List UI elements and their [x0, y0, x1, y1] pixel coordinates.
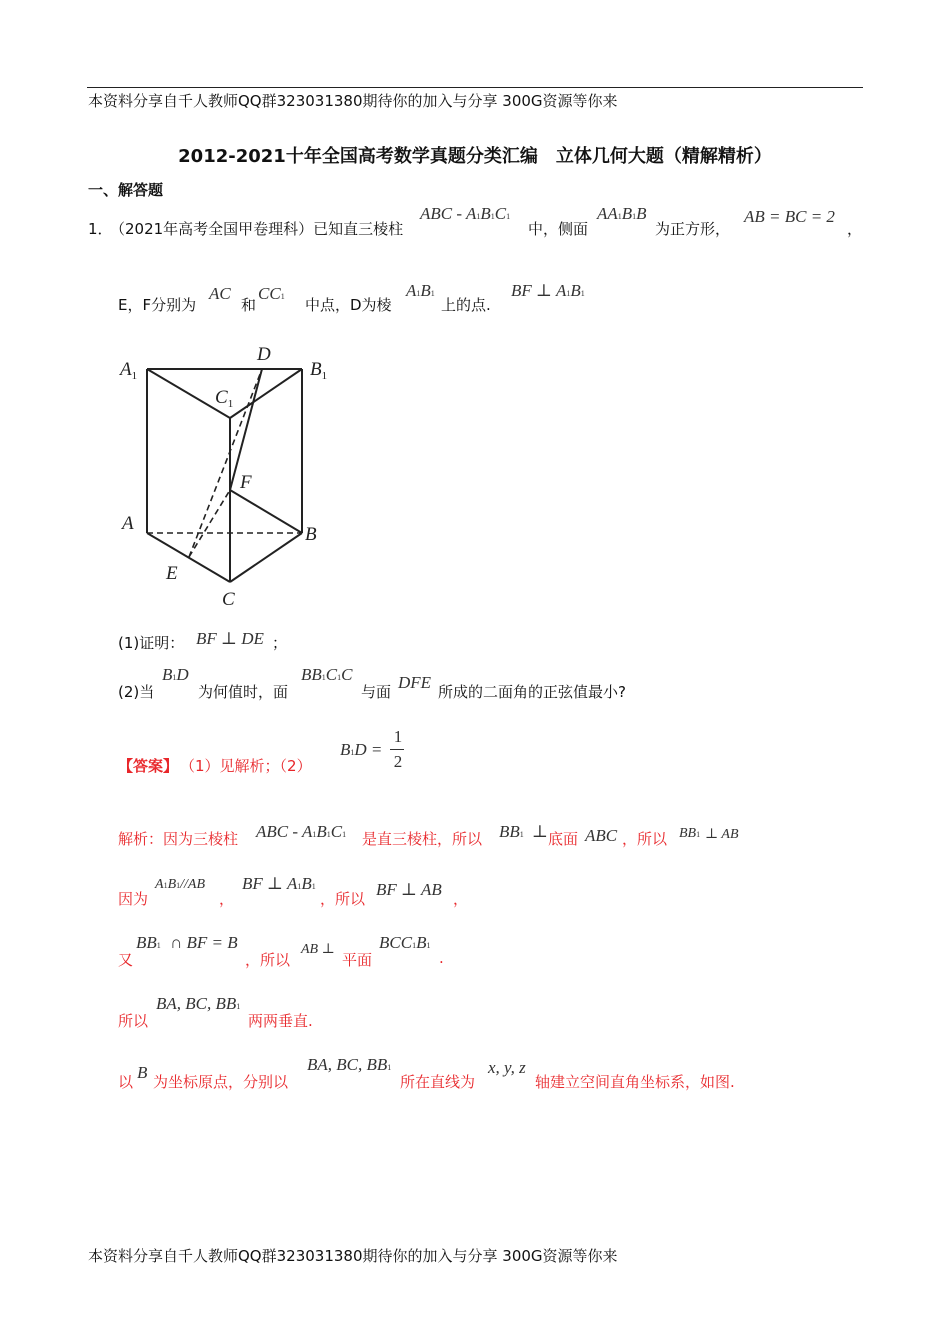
text-fragment: 中点，D为棱: [305, 296, 392, 314]
text-fragment: ，: [847, 220, 863, 238]
segment-cc1: CC1: [258, 284, 285, 303]
text-fragment: ；: [272, 634, 288, 652]
fraction-denominator: 2: [393, 752, 403, 771]
segment-a1b1: A1B1: [406, 281, 435, 300]
plane-dfe: DFE: [398, 673, 432, 692]
page-footer: 本资料分享自千人教师QQ群323031380期待你的加入与分享 300G资源等你来: [88, 1247, 618, 1265]
label-a: A: [122, 513, 134, 534]
segment-bb1: BB1: [499, 822, 524, 841]
segment-ef-hidden: [189, 490, 230, 557]
plane-bcc1b1: BCC1B1: [379, 933, 431, 952]
condition-perp: BF ⊥ A1B1: [511, 281, 585, 300]
text-fragment: ，所以: [320, 890, 366, 908]
text-fragment: 所以: [118, 1012, 149, 1030]
perp-expr: BF ⊥ A1B1: [242, 874, 316, 893]
text-fragment: 两两垂直.: [248, 1012, 313, 1030]
label-e: E: [166, 563, 178, 584]
text-fragment: 又: [118, 951, 134, 969]
label-b: B: [305, 524, 317, 545]
edge-ac: [147, 533, 230, 582]
plane-bb1c1c: BB1C1C: [301, 665, 353, 684]
axes-xyz: x, y, z: [488, 1058, 526, 1077]
prism-name: ABC - A1B1C1: [420, 204, 511, 223]
page-header: 本资料分享自千人教师QQ群323031380期待你的加入与分享 300G资源等你来: [88, 92, 618, 110]
label-c1: $C_1$: [215, 387, 234, 410]
result-expr: BF ⊥ AB: [376, 880, 442, 899]
text-fragment: 因为: [118, 890, 149, 908]
page-title: 2012-2021十年全国高考数学真题分类汇编 立体几何大题（精解精析）: [178, 146, 772, 167]
q1-expression: BF ⊥ DE: [196, 629, 264, 648]
text-fragment: 底面: [548, 830, 579, 848]
header-rule: [87, 87, 863, 88]
text-fragment: 所在直线为: [400, 1073, 476, 1091]
edge-c1b1: [230, 369, 302, 418]
intersection-expr: ∩ BF = B: [170, 933, 238, 952]
q2-label: (2)当: [118, 683, 155, 701]
face-name: AA1B1B: [597, 204, 647, 223]
label-f: F: [240, 472, 252, 493]
vector-list: BA, BC, BB1: [156, 994, 241, 1013]
text-fragment: E，F分别为: [118, 296, 197, 314]
text-fragment: 上的点.: [441, 296, 491, 314]
text-fragment: 所成的二面角的正弦值最小?: [438, 683, 626, 701]
text-fragment: 和: [241, 296, 257, 314]
text-fragment: ，所以: [622, 830, 668, 848]
text-fragment: 与面: [361, 683, 392, 701]
problem-number: 1．: [88, 220, 113, 238]
text-fragment: ，: [453, 890, 469, 908]
text-fragment: 平面: [342, 951, 373, 969]
vector-list: BA, BC, BB1: [307, 1055, 392, 1074]
segment-bb1: BB1: [679, 826, 701, 841]
text-fragment: 是直三棱柱，所以: [362, 830, 483, 848]
q1-label: (1)证明：: [118, 634, 185, 652]
equation: AB = BC = 2: [744, 207, 835, 226]
label-d: D: [257, 344, 271, 365]
plane-abc: ABC: [585, 826, 618, 845]
text-fragment: ，所以: [245, 951, 291, 969]
text-fragment: ，: [219, 890, 235, 908]
edge-cb: [230, 533, 302, 582]
segment-b1d: B1D: [162, 665, 189, 684]
perp-ab: ⊥ AB: [705, 827, 739, 842]
point-b: B: [137, 1063, 148, 1082]
answer-text: （1）见解析；（2）: [180, 757, 312, 775]
text-fragment: 解析：因为三棱柱: [118, 830, 239, 848]
perp-ab: AB ⊥: [301, 942, 335, 957]
text-fragment: 中，侧面: [528, 220, 589, 238]
segment-fb: [230, 490, 302, 533]
text-fragment: 为正方形，: [655, 220, 731, 238]
fraction-bar: [390, 749, 404, 750]
label-c: C: [222, 589, 235, 610]
text-fragment: 轴建立空间直角坐标系，如图.: [535, 1073, 735, 1091]
segment-bb1: BB1: [136, 933, 161, 952]
fraction-numerator: 1: [393, 727, 403, 746]
text-fragment: .: [439, 949, 444, 967]
label-a1: $A_1$: [120, 359, 138, 382]
answer-formula: B1D =: [340, 740, 383, 759]
text-fragment: 为坐标原点，分别以: [153, 1073, 289, 1091]
segment-ac: AC: [209, 284, 231, 303]
prism-name: ABC - A1B1C1: [256, 822, 347, 841]
section-heading: 一、解答题: [88, 181, 164, 199]
parallel-expr: A1B1//AB: [155, 877, 206, 892]
text-fragment: 为何值时，面: [198, 683, 289, 701]
text-fragment: 以: [118, 1073, 134, 1091]
perp-symbol: ⊥: [532, 822, 548, 841]
problem-source: （2021年高考全国甲卷理科）已知直三棱柱: [110, 220, 404, 238]
prism-figure: [112, 335, 342, 615]
answer-label: 【答案】: [118, 757, 179, 775]
label-b1: $B_1$: [310, 359, 328, 382]
